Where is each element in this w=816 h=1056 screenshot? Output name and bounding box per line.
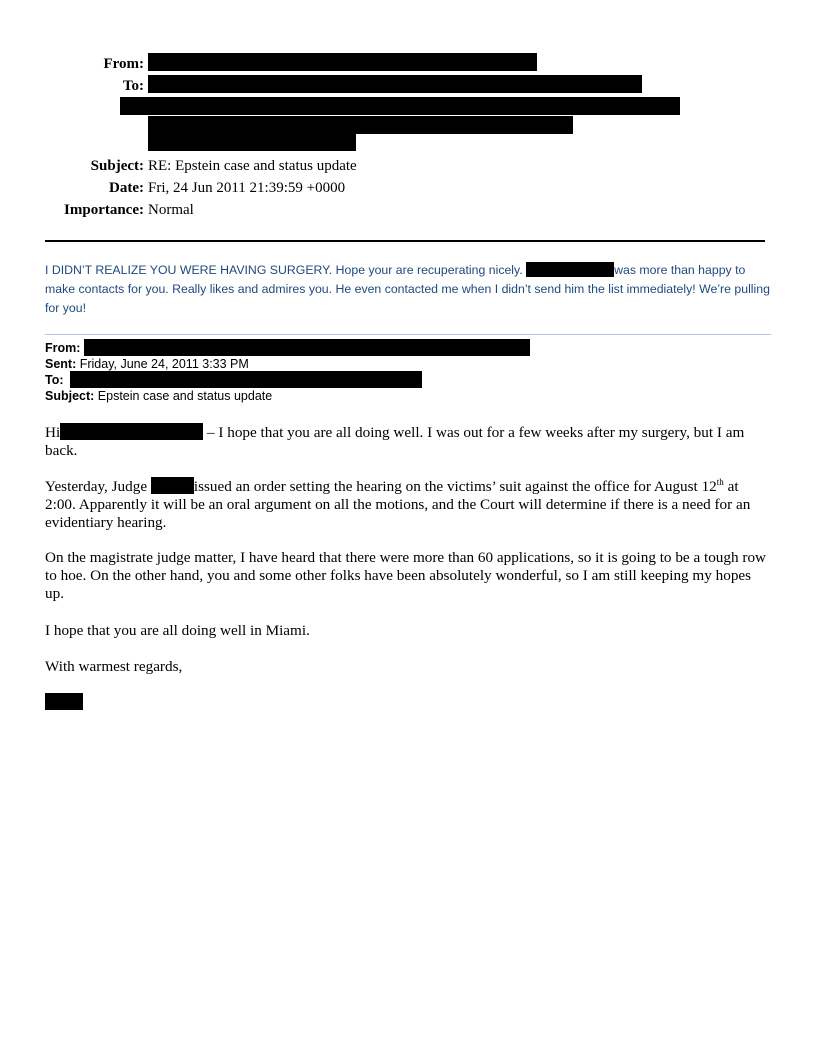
redacted-to-line-1: [148, 75, 642, 93]
reply-part-2: was more than happy to make contacts for you. Really likes and admires you. He even contacted me when I didn’t send him the list immediately! We’re pulling for you!: [45, 263, 770, 315]
redacted-from: [148, 53, 537, 71]
original-subject-label: Subject:: [45, 389, 95, 403]
body-paragraph-2-start: Yesterday, Judge: [45, 478, 151, 495]
body-paragraph-3: On the magistrate judge matter, I have heard that there were more than 60 applications, so it is going to be a tough row to hoe. On the other hand, you and some other folks have been absolutely wonderful, so I am still keeping my hopes up.: [45, 549, 767, 602]
reply-part-1: I DIDN’T REALIZE YOU WERE HAVING SURGERY. Hope your are recuperating nicely.: [45, 263, 527, 277]
closing-text: With warmest regards,: [45, 658, 183, 675]
redacted-recipient-name: [60, 423, 203, 440]
redacted-to-line-3: [148, 116, 573, 134]
redacted-to-line-2: [120, 97, 680, 115]
importance-value: Normal: [148, 202, 194, 218]
redacted-judge-name: [151, 477, 194, 494]
redacted-signature: [45, 693, 83, 710]
redacted-original-from: [84, 339, 530, 356]
to-label: To:: [122, 78, 144, 94]
redacted-name-inline: [526, 262, 614, 277]
body-paragraph-2: [45, 477, 773, 532]
body-paragraph-1-text: – I hope that you are all doing well. I was out for a few weeks after my surgery, but I am back.: [45, 424, 745, 459]
original-sent-line: [45, 356, 249, 372]
header-divider: [45, 240, 765, 242]
reply-message: [45, 261, 775, 318]
redacted-to-line-4: [148, 133, 356, 151]
ordinal-suffix: th: [716, 476, 724, 487]
redacted-original-to: [70, 371, 422, 388]
original-to-line: [45, 372, 64, 388]
original-from-line: [45, 340, 80, 356]
subject-label: Subject:: [90, 158, 144, 174]
body-paragraph-2-mid: issued an order setting the hearing on the victims’ suit against the office for August 12: [193, 478, 717, 495]
date-label: Date:: [109, 180, 144, 196]
importance-label: Importance:: [64, 202, 144, 218]
original-sent-label: Sent:: [45, 357, 77, 371]
original-to-label: To:: [45, 373, 64, 387]
original-from-label: From:: [45, 341, 81, 355]
original-subject-value: Epstein case and status update: [94, 389, 273, 403]
subject-value: RE: Epstein case and status update: [148, 158, 357, 174]
date-value: Fri, 24 Jun 2011 21:39:59 +0000: [148, 180, 346, 196]
body-paragraph-1: [45, 423, 773, 460]
original-sent-value: Friday, June 24, 2011 3:33 PM: [76, 357, 249, 371]
greeting-text: Hi: [45, 424, 61, 441]
body-paragraph-4: I hope that you are all doing well in Miami.: [45, 622, 310, 639]
body-paragraph-2-end: at 2:00. Apparently it will be an oral argument on all the motions, and the Court will determine if there is a need for an evidentiary hearing.: [45, 478, 751, 531]
quoted-message-divider: [45, 334, 771, 335]
original-subject-line: [45, 388, 272, 404]
from-label: From:: [103, 56, 144, 72]
